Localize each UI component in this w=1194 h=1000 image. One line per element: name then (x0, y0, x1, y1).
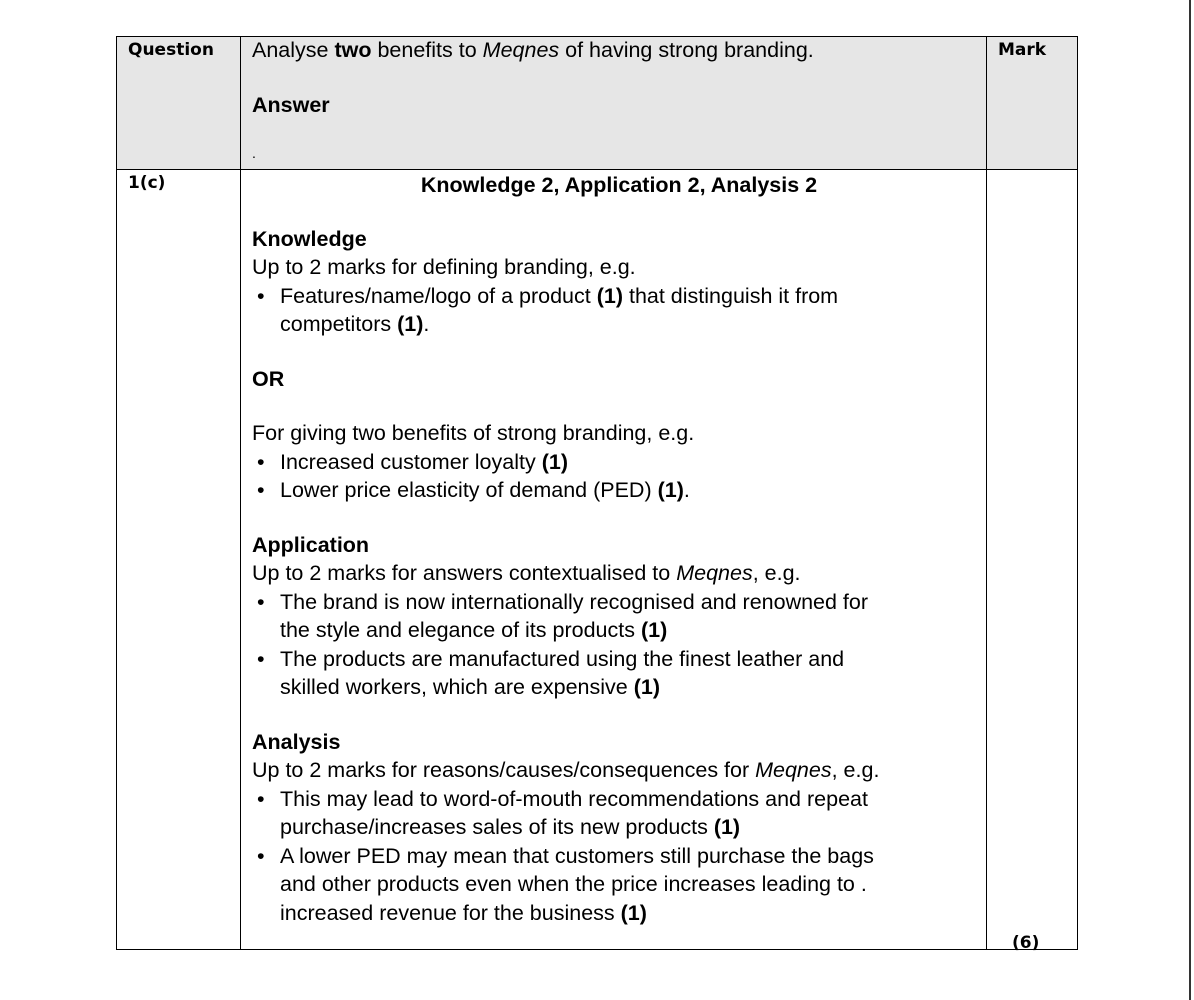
text-segment: and other products even when the price increases leading to . (280, 872, 867, 896)
bullet-item (252, 645, 986, 702)
question-cell (241, 37, 987, 170)
bold-text: (1) (633, 675, 660, 699)
text-segment: skilled workers, which are expensive (280, 675, 634, 699)
bullet-icon: • (257, 449, 265, 474)
text-segment: , e.g. (831, 758, 880, 782)
company-name: Meqnes (482, 38, 560, 62)
bullet-icon: • (257, 843, 265, 868)
text-segment: The products are manufactured using the finest leather and (280, 646, 845, 671)
bullet-item (252, 588, 986, 645)
bold-text: (1) (596, 283, 623, 308)
bold-text: (1) (397, 312, 424, 336)
bullet-item (252, 476, 986, 505)
section-title: Analysis (252, 729, 341, 754)
question-label-cell (117, 37, 241, 170)
bullet-item (252, 842, 986, 928)
text-segment: Features/name/logo of a product (280, 283, 597, 308)
bullet-line (280, 448, 986, 477)
bold-text: (1) (640, 618, 668, 642)
text-segment: Up to 2 marks for answers contextualised to (252, 561, 677, 585)
section-application (252, 531, 986, 702)
text-segment: For giving two benefits of strong branding, e.g. (252, 421, 695, 445)
bullet-line (280, 673, 986, 702)
text-segment: . (683, 478, 690, 502)
bold-text: (1) (657, 478, 684, 502)
answer-placeholder-dot: . (252, 145, 256, 161)
text-segment: , e.g. (752, 561, 801, 585)
text-segment: Up to 2 marks for reasons/causes/consequences for (252, 758, 756, 782)
bullet-line (280, 842, 986, 871)
text-segment: of having strong branding. (559, 38, 814, 62)
total-mark-cell (987, 170, 1078, 953)
bullet-line (280, 813, 986, 842)
text-segment: the style and elegance of its products (280, 618, 641, 642)
page-edge (1189, 0, 1191, 1000)
bullet-line (280, 310, 986, 339)
question-label: Question (128, 40, 214, 60)
text-segment: that distinguish it from (623, 283, 839, 308)
bullet-line (280, 476, 986, 505)
bullet-icon: • (257, 589, 265, 614)
mark-scheme-table (116, 36, 1078, 953)
question-number-cell (117, 170, 241, 950)
question-text (252, 38, 814, 63)
section-title: Application (252, 532, 370, 557)
bullet-line (280, 616, 986, 645)
section-intro (252, 419, 986, 448)
answer-row (117, 170, 1078, 950)
bold-text: two (334, 38, 372, 62)
text-segment: Up to 2 marks for defining branding, e.g. (252, 255, 636, 279)
section-intro (252, 559, 986, 588)
answer-label: Answer (252, 93, 330, 117)
bullet-icon: • (257, 478, 265, 502)
bullet-line (280, 870, 986, 899)
text-segment: Lower price elasticity of demand (PED) (280, 478, 658, 502)
section-title: OR (252, 366, 285, 391)
bullet-item (252, 785, 986, 842)
section-benefits (252, 419, 986, 505)
bold-text: (1) (713, 815, 741, 839)
text-segment: competitors (280, 312, 398, 336)
text-segment: increased revenue for the business (280, 900, 621, 925)
text-segment: benefits to (371, 38, 483, 62)
bullet-icon: • (257, 646, 265, 671)
bullet-line (280, 899, 986, 928)
bullet-line (280, 785, 986, 814)
header-row (117, 37, 1078, 170)
bold-text: (1) (541, 449, 568, 474)
bullet-icon: • (257, 283, 265, 308)
bullet-icon: • (257, 786, 265, 811)
company-name: Meqnes (676, 561, 753, 585)
text-segment: Increased customer loyalty (280, 449, 542, 474)
section-title: Knowledge (252, 226, 367, 251)
section-or (252, 365, 986, 394)
bullet-line (280, 282, 986, 311)
marks-breakdown-heading: Knowledge 2, Application 2, Analysis 2 (420, 173, 818, 197)
question-number: 1(c) (128, 173, 166, 193)
bullet-item (252, 448, 986, 477)
mark-label: Mark (998, 40, 1047, 60)
company-name: Meqnes (755, 758, 832, 782)
text-segment: . (423, 312, 430, 336)
section-knowledge (252, 225, 986, 339)
bullet-line (280, 645, 986, 674)
text-segment: A lower PED may mean that customers still purchase the bags (280, 843, 874, 868)
bullet-line (280, 588, 986, 617)
section-intro (252, 253, 986, 282)
bold-text: (1) (620, 900, 647, 925)
total-mark: (6) (1012, 933, 1040, 953)
text-segment: This may lead to word-of-mouth recommendations and repeat (280, 786, 868, 811)
text-segment: The brand is now internationally recognised and renowned for (280, 589, 869, 614)
mark-label-cell (987, 37, 1078, 170)
text-segment: Analyse (252, 38, 335, 62)
bullet-item (252, 282, 986, 339)
text-segment: purchase/increases sales of its new products (280, 815, 714, 839)
section-intro (252, 756, 986, 785)
section-analysis (252, 728, 986, 928)
marking-guidance-cell (241, 170, 987, 950)
